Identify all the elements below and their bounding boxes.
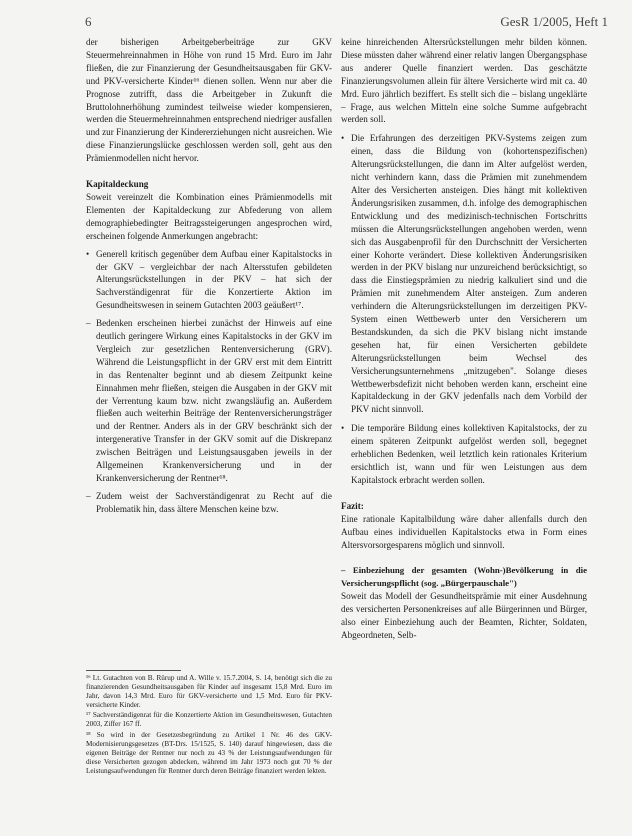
section-heading: Kapitaldeckung xyxy=(86,179,149,190)
page-number: 6 xyxy=(85,14,92,29)
paragraph: der bisherigen Arbeitgeberbeiträge zur GKV Steuermehreinnahmen in Höhe von rund 15 Mrd. Euro im Jahr fließen, die zur Finanzierung der Gesundheitsausgaben für GKV- und PKV-versicherte Kinder¹⁶ dienen sollen. Wenn nur aber die Prognose zutrifft, dass die Arbeitgeber in Zukunft die Bruttolohnerhöhung zumindest teilweise wieder kompensieren, werden die Steuermehreinnahmen entsprechend niedriger ausfallen und zur Finanzierung der Kindererziehungen nicht ausreichen. Wie diese Finanzierungslücke geschlossen werden soll, geht aus den Prämienmodellen nicht hervor. xyxy=(86,37,332,164)
footnote: ¹⁷ Sachverständigenrat für die Konzertierte Aktion im Gesundheitswesen, Gutachten 2003, Ziffer 167 ff. xyxy=(86,711,332,729)
footnote: ¹⁸ So wird in der Gesetzesbegründung zu Artikel 1 Nr. 46 des GKV-Modernisierungsgesetzes (BT-Drs. 15/1525, S. 140) darauf hingewiesen, dass die eigenen Beiträge der Rentner nur noch zu 43 % der Leistungsaufwendungen für diese Versicherten gezogen abdecken, während im Jahr 1973 noch gut 70 % der Leistungsaufwendungen für Rentner durch deren Beiträge finanziert werden lekten. xyxy=(86,730,332,775)
running-header: GesR 1/2005, Heft 1 xyxy=(500,14,608,29)
bullet-icon: • xyxy=(341,423,345,434)
list-item: – Bedenken erscheinen hierbei zunächst der Hinweis auf eine deutlich geringere Wirkung eines Kapitalstocks in der GKV im Vergleich zur gesetzlichen Rentenversicherung (GRV). Während die Leistungspflicht in der GRV erst mit dem Eintritt in das Rentenalter beginnt und ab diesem Zeitpunkt keine Einnahmen mehr fließen, steigen die Ausgaben in der GKV mit der Verrentung kaum bzw. nicht zwangsläufig an. Außerdem fließen auch weiterhin Beiträge der Rentenversicherungsträger und der Rentner. Anders als in der GRV beschränkt sich der intergenerative Transfer in der GKV somit auf die Diskrepanz zwischen Beiträgen und Leistungsausgaben jeweils in der Allgemeinen Krankenversicherung und in der Krankenversicherung der Rentner¹⁸. xyxy=(86,318,332,483)
list-item: • Die Erfahrungen des derzeitigen PKV-Systems zeigen zum einen, dass die Bildung von (kohortenspezifischen) Alterungsrückstellungen, die dann im Alter aufgelöst werden, nicht verhindern kann, dass die Prämien mit zunehmendem Alter des Versicherten ansteigen. Dies hängt mit kollektiven Änderungsrisiken zusammen, d.h. infolge des demographischen Entwicklung und des medizinisch-technischen Fortschritts müssen die Alterungsrückstellungen angehoben werden, wenn sich das Ausgabenprofil für den Durchschnitt der Versicherten einer Kohorte verändert. Diese kollektiven Änderungsrisiken werden in der PKV bislang nur unzureichend berücksichtigt, so dass die Einstiegsprämien zu niedrig kalkuliert sind und die Prämien mit zunehmendem Alter ansteigen. Zum anderen verhindern die Alterungsrückstellungen im derzeitigen PKV-System einen Wettbewerb unter den Versicherern um Bestandskunden, da sich die PKV bislang nicht imstande gesehen hat, für einen Versicherten gebildete Alterungsrückstellungen beim Wechsel des Versicherungsunternehmens „mitzugeben". Solange dieses Wettbewerbsdefizit nicht behoben werden kann, erscheint eine Kapitaldeckung in der GKV jedenfalls nach dem Vorbild der PKV nicht sinnvoll. xyxy=(341,133,587,415)
list-item: – Zudem weist der Sachverständigenrat zu Recht auf die Problematik hin, dass ältere Menschen keine bzw. xyxy=(86,490,332,514)
list-item: • Die temporäre Bildung eines kollektiven Kapitalstocks, der zu einem späteren Zeitpunkt aufgelöst werden soll, begegnet erheblichen Bedenken, weil letztlich kein rationales Kriterium ersichtlich ist, wann und für wen Leistungen aus dem Kapitalstock erbracht werden sollen. xyxy=(341,423,587,485)
section-heading: Fazit: xyxy=(341,500,364,511)
paragraph: Soweit vereinzelt die Kombination eines Prämienmodells mit Elementen der Kapitaldeckung zur Abfederung von allem demographiebedingter Beitragssteigerungen angesprochen wird, erscheinen folgende Anmerkungen angebracht: xyxy=(86,191,332,241)
section-heading: – Einbeziehung der gesamten (Wohn-)Bevölkerung in die Versicherungspflicht (sog. „Bürgerpauschale") xyxy=(341,565,587,589)
dash-icon: – xyxy=(86,318,91,329)
left-column xyxy=(86,36,332,516)
list-item: • Generell kritisch gegenüber dem Aufbau einer Kapitalstocks in der GKV – vergleichbar der nach Altersstufen gebildeten Alterungsrückstellungen in der PKV – hat sich der Sachverständigenrat für die Konzertierte Aktion im Gesundheitswesen in seinem Gutachten 2003 geäußert¹⁷. xyxy=(86,248,332,311)
footnote-rule xyxy=(86,670,181,671)
bullet-icon: • xyxy=(341,133,345,144)
bullet-icon: • xyxy=(86,248,90,259)
paragraph: keine hinreichenden Altersrückstellungen mehr bilden können. Diese müssten daher während einer relativ langen Übergangsphase aus anderer Quelle finanziert werden. Das geschätzte Finanzierungsvolumen allein für ältere Versicherte wird mit ca. 40 Mrd. Euro jährlich beziffert. Es stellt sich die – bislang ungeklärte – Frage, aus welchen Mitteln eine solche Summe aufgebracht werden soll. xyxy=(341,37,587,125)
footnote: ¹⁶ Lt. Gutachten von B. Rürup und A. Wille v. 15.7.2004, S. 14, benötigt sich die zu finanzierenden Gesundheitsausgaben für Kinder auf insgesamt 15,8 Mrd. Euro im Jahr, davon 14,3 Mrd. Euro für GKV-versicherte und 1,5 Mrd. Euro für PKV-versicherte Kinder. xyxy=(86,674,332,710)
dash-icon: – xyxy=(86,490,91,501)
paragraph: Eine rationale Kapitalbildung wäre daher allenfalls durch den Aufbau eines individuellen Kapitalstocks etwa in Form eines Altersvorsorgesparens möglich und sinnvoll. xyxy=(341,513,587,550)
right-column xyxy=(341,36,587,642)
paragraph: Soweit das Modell der Gesundheitsprämie mit einer Ausdehnung des versicherten Personenkreises auf alle Bürgerinnen und Bürger, also einer Einbeziehung auch der Beamten, Richter, Soldaten, Abgeordneten, Selb- xyxy=(341,591,587,640)
footnotes xyxy=(86,674,332,777)
